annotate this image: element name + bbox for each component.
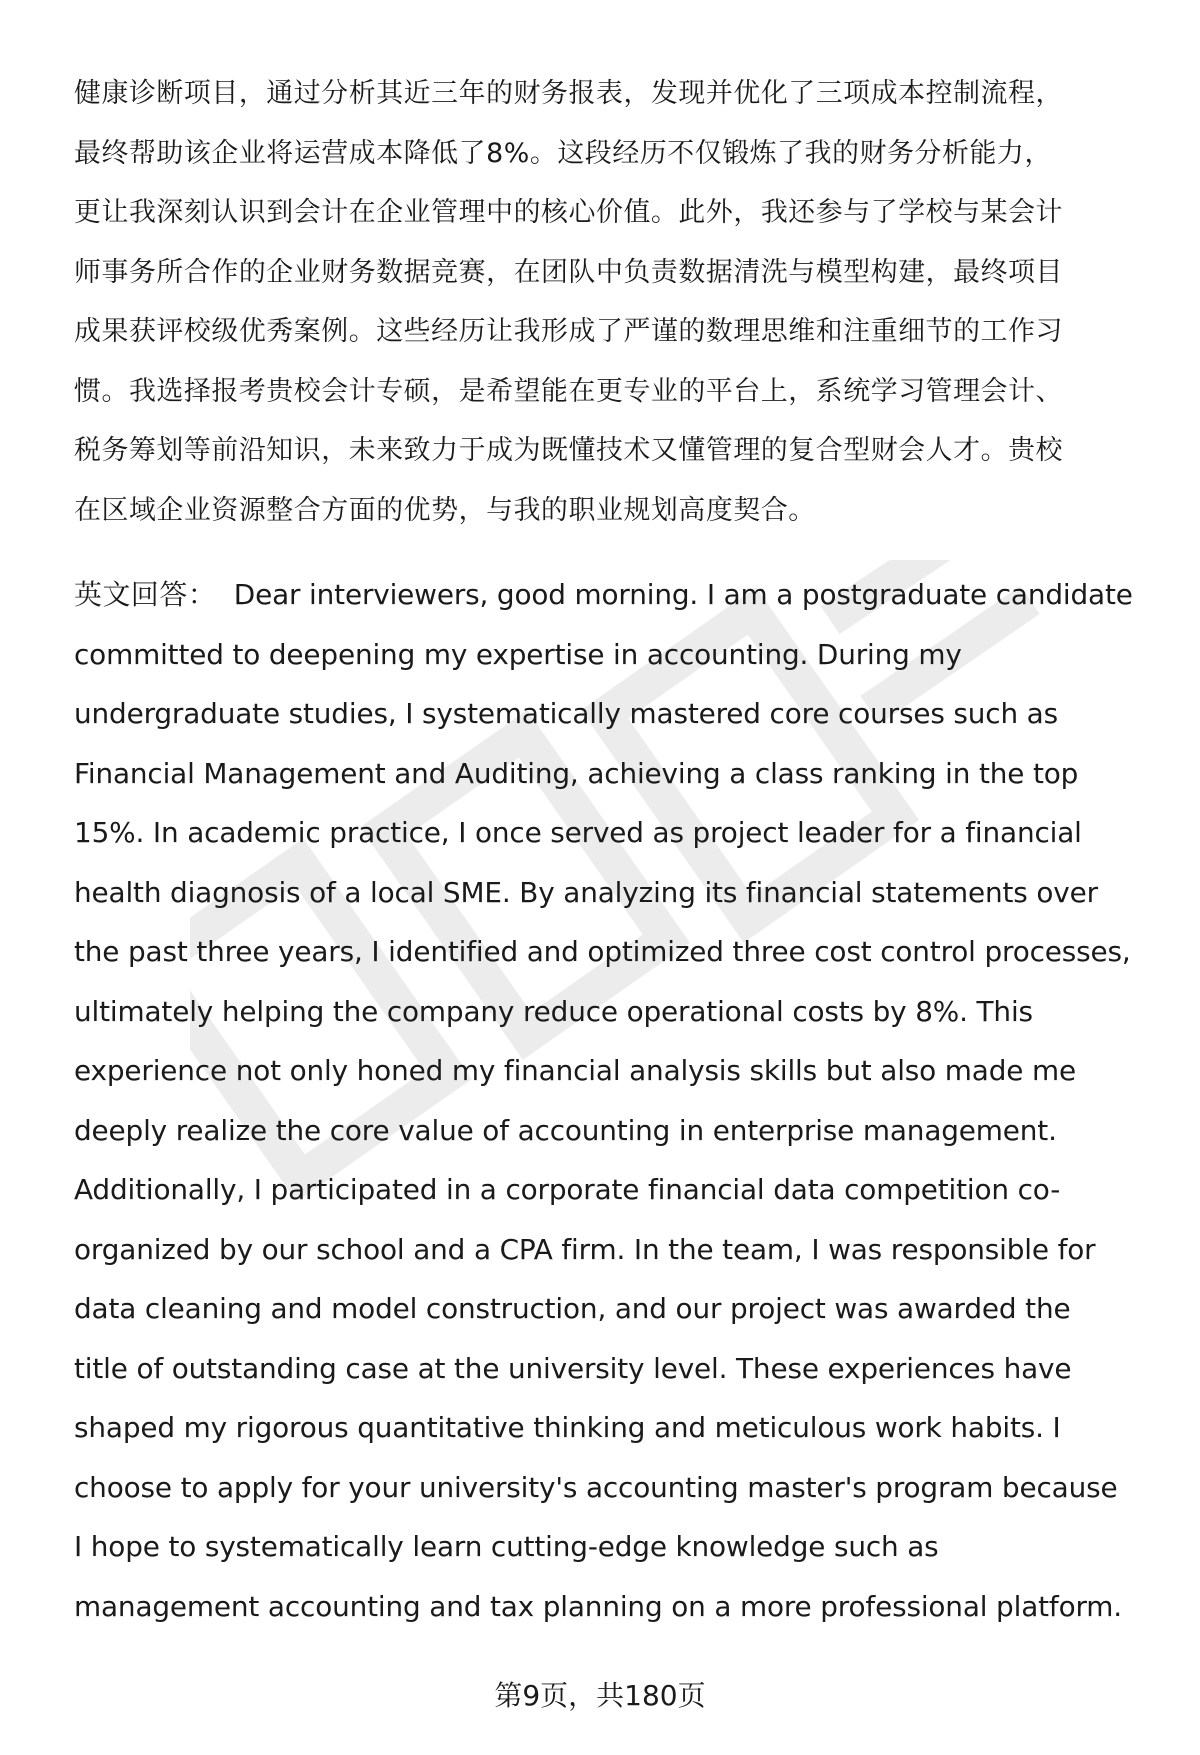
paragraph-line: shaped my rigorous quantitative thinking and meticulous work habits. I	[74, 1411, 1061, 1444]
paragraph-line: 成果获评校级优秀案例。这些经历让我形成了严谨的数理思维和注重细节的工作习	[74, 316, 1064, 347]
paragraph-line: the past three years, I identified and optimized three cost control processes,	[74, 935, 1131, 968]
paragraph-line: 健康诊断项目，通过分析其近三年的财务报表，发现并优化了三项成本控制流程，	[74, 78, 1064, 109]
paragraph-line: I hope to systematically learn cutting-edge knowledge such as	[74, 1530, 939, 1563]
paragraph-line: health diagnosis of a local SME. By analyzing its financial statements over	[74, 875, 1098, 909]
paragraph-line: data cleaning and model construction, and our project was awarded the	[74, 1292, 1071, 1325]
english-answer-first-line: Dear interviewers, good morning. I am a postgraduate candidate	[233, 578, 1133, 611]
paragraph-line: undergraduate studies, I systematically mastered core courses such as	[74, 697, 1058, 730]
chinese-answer-paragraph	[74, 64, 1154, 540]
english-answer-paragraph	[74, 565, 1154, 1636]
paragraph-line: management accounting and tax planning on a more professional platform.	[74, 1589, 1123, 1623]
english-answer-label: 英文回答：	[74, 578, 217, 611]
paragraph-line: 惯。我选择报考贵校会计专硕，是希望能在更专业的平台上，系统学习管理会计、	[74, 375, 1064, 407]
document-page	[74, 64, 1154, 1636]
paragraph-line: ultimately helping the company reduce operational costs by 8%. This	[74, 994, 1033, 1028]
paragraph-line: deeply realize the core value of accounting in enterprise management.	[74, 1113, 1057, 1147]
paragraph-line: Financial Management and Auditing, achieving a class ranking in the top	[74, 756, 1079, 790]
paragraph-line: organized by our school and a CPA firm. In the team, I was responsible for	[74, 1232, 1096, 1266]
paragraph-line: Additionally, I participated in a corporate financial data competition co-	[74, 1173, 1061, 1206]
paragraph-line: experience not only honed my financial analysis skills but also made me	[74, 1054, 1076, 1087]
paragraph-line: 师事务所合作的企业财务数据竞赛，在团队中负责数据清洗与模型构建，最终项目	[74, 256, 1064, 288]
paragraph-line: choose to apply for your university's accounting master's program because	[74, 1470, 1118, 1504]
paragraph-line: title of outstanding case at the university level. These experiences have	[74, 1351, 1072, 1385]
paragraph-line: 更让我深刻认识到会计在企业管理中的核心价值。此外，我还参与了学校与某会计	[74, 197, 1064, 228]
paragraph-line	[74, 565, 1149, 625]
page-number-footer: 第9页，共180页	[494, 1679, 706, 1712]
paragraph-line: 15%. In academic practice, I once served as project leader for a financial	[74, 816, 1082, 849]
paragraph-line: committed to deepening my expertise in accounting. During my	[74, 637, 962, 671]
paragraph-line: 在区域企业资源整合方面的优势，与我的职业规划高度契合。	[74, 494, 816, 526]
paragraph-line: 税务筹划等前沿知识，未来致力于成为既懂技术又懂管理的复合型财会人才。贵校	[74, 435, 1064, 466]
paragraph-line: 最终帮助该企业将运营成本降低了8%。这段经历不仅锻炼了我的财务分析能力，	[74, 137, 1052, 169]
